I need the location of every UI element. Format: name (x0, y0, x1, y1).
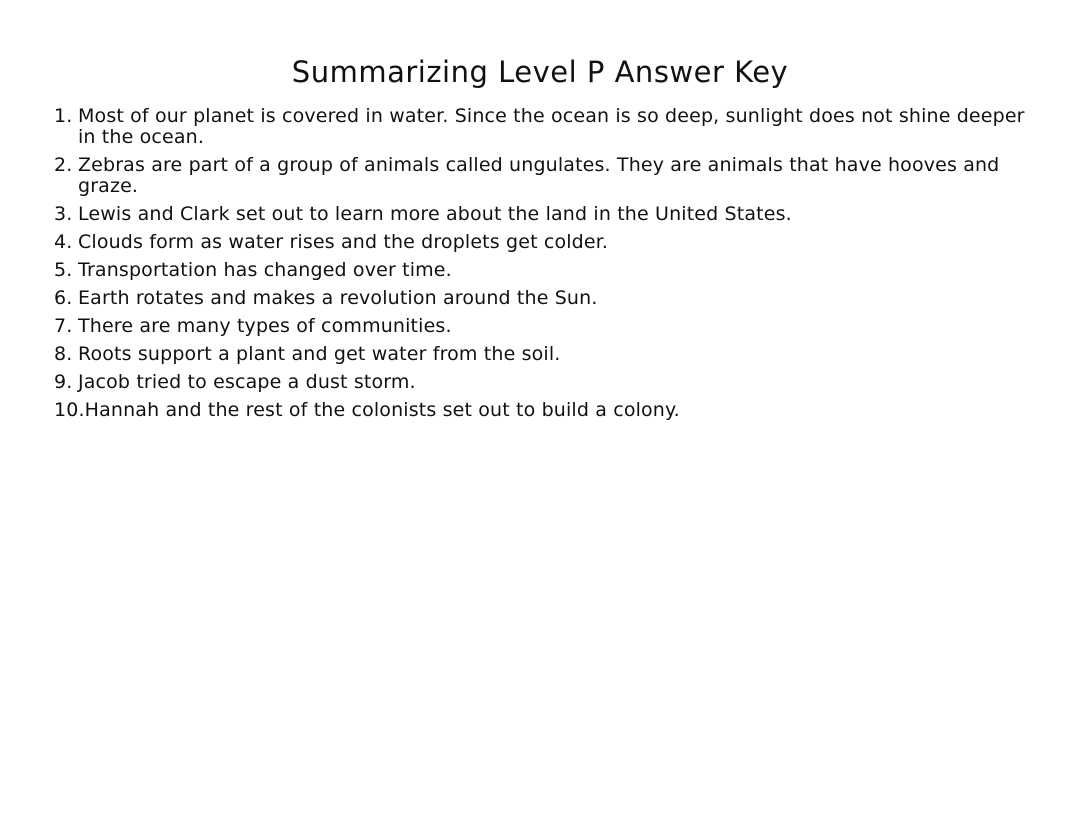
answer-text: Most of our planet is covered in water. Since the ocean is so deep, sunlight does not shine deeper in the ocean. (78, 105, 1025, 148)
answer-item (54, 155, 1044, 197)
answer-number: 7. (54, 315, 73, 337)
answer-text: Zebras are part of a group of animals called ungulates. They are animals that have hooves and graze. (78, 154, 1000, 197)
answer-text: Earth rotates and makes a revolution around the Sun. (78, 287, 598, 309)
answer-item (54, 344, 1044, 365)
answer-item (54, 204, 1044, 225)
answer-text: There are many types of communities. (78, 315, 452, 337)
answer-number: 8. (54, 343, 73, 365)
answer-item (54, 232, 1044, 253)
answer-number: 5. (54, 259, 73, 281)
answer-item (54, 400, 1044, 421)
answer-item (54, 316, 1044, 337)
page-title: Summarizing Level P Answer Key (291, 55, 789, 89)
answer-list (54, 106, 1044, 428)
answer-number: 10. (54, 399, 85, 421)
answer-item (54, 372, 1044, 393)
answer-text: Roots support a plant and get water from the soil. (78, 343, 561, 365)
answer-number: 6. (54, 287, 73, 309)
answer-text: Hannah and the rest of the colonists set out to build a colony. (84, 399, 680, 421)
answer-text: Lewis and Clark set out to learn more about the land in the United States. (78, 203, 792, 225)
answer-number: 1. (54, 105, 73, 127)
answer-item (54, 260, 1044, 281)
answer-number: 4. (54, 231, 73, 253)
answer-text: Clouds form as water rises and the droplets get colder. (78, 231, 609, 253)
answer-text: Jacob tried to escape a dust storm. (78, 371, 416, 393)
answer-number: 3. (54, 203, 73, 225)
answer-item (54, 288, 1044, 309)
answer-item (54, 106, 1044, 148)
answer-number: 9. (54, 371, 73, 393)
answer-number: 2. (54, 154, 73, 176)
answer-text: Transportation has changed over time. (78, 259, 452, 281)
